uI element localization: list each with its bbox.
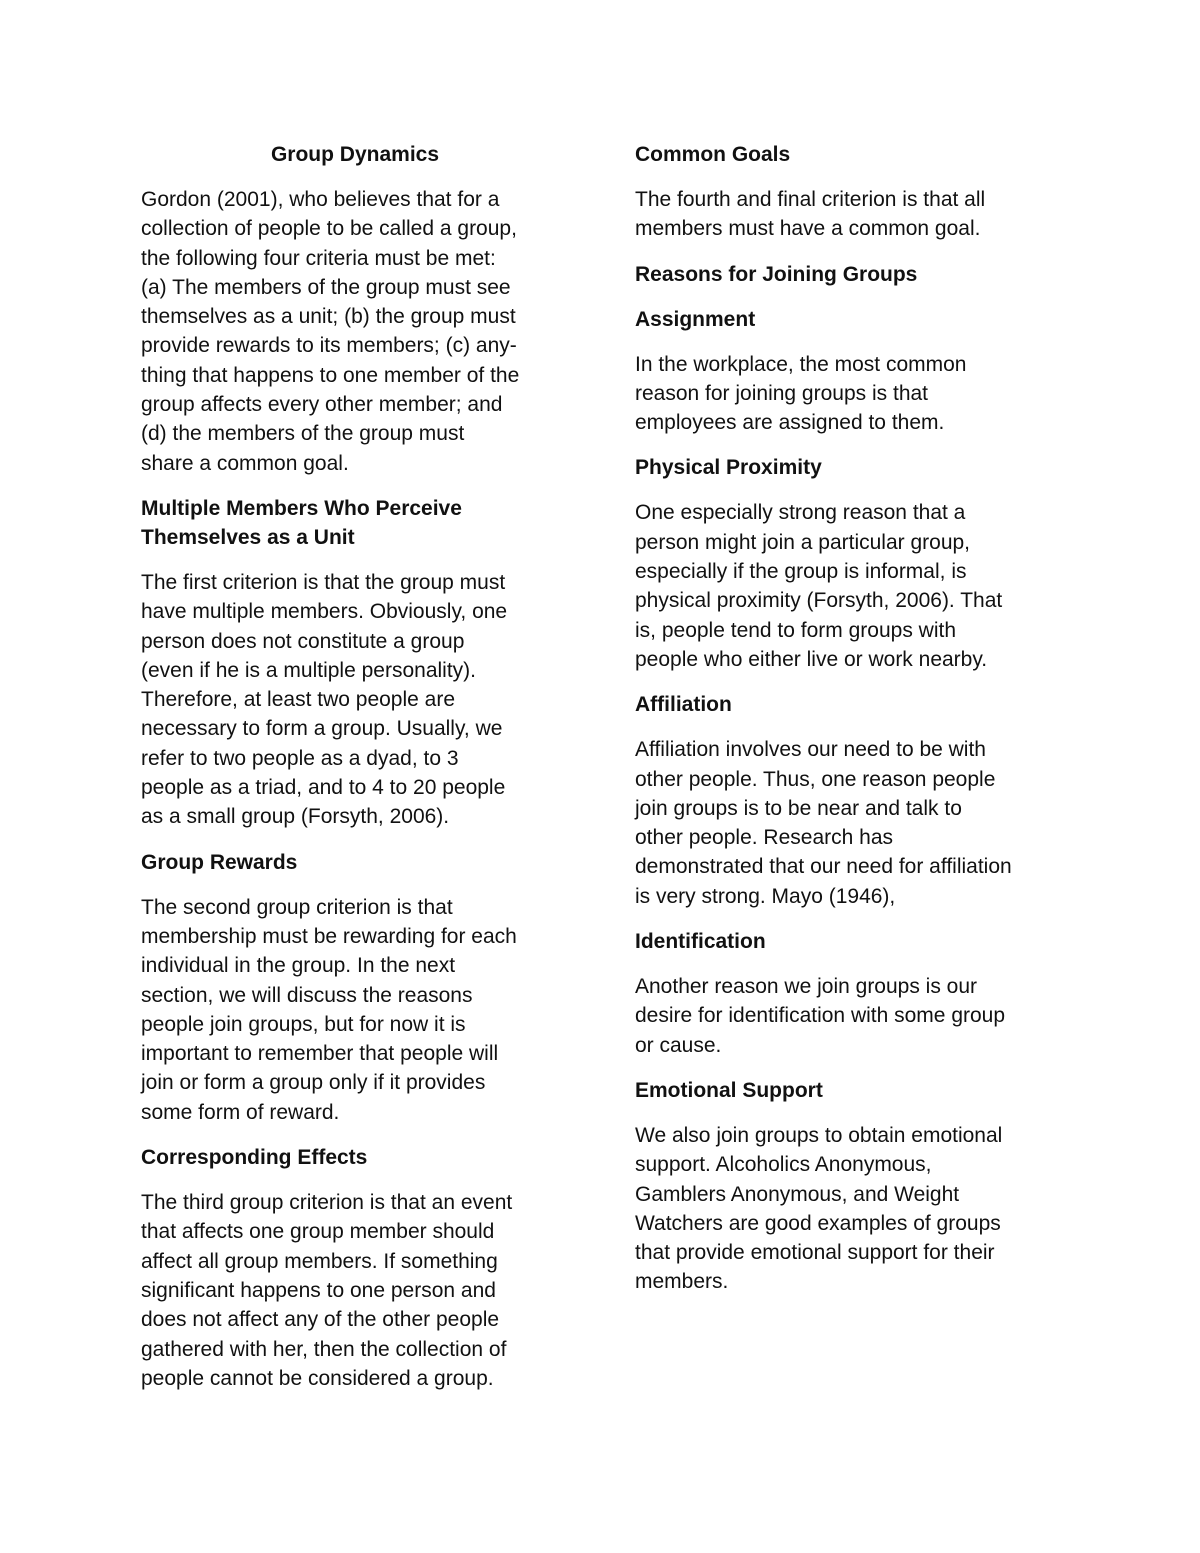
text-line: person might join a particular group,	[635, 530, 971, 554]
left-column	[141, 140, 569, 1409]
text-line: The fourth and final criterion is that all	[635, 188, 986, 211]
text-line: join groups is to be near and talk to	[635, 796, 962, 820]
text-line: the following four criteria must be met:	[141, 246, 496, 270]
text-line: does not affect any of the other people	[141, 1308, 500, 1332]
text-line: refer to two people as a dyad, to 3	[141, 746, 459, 770]
section-heading-common-goals	[635, 140, 1065, 169]
text-line: employees are assigned to them.	[635, 411, 945, 435]
text-line: that provide emotional support for their	[635, 1241, 995, 1265]
section-heading-corresponding-effects	[141, 1143, 569, 1172]
text-line: Another reason we join groups is our	[635, 975, 978, 999]
text-line: members.	[635, 1270, 729, 1294]
text-line: Watchers are good examples of groups	[635, 1211, 1001, 1235]
text-line: person does not constitute a group	[141, 629, 465, 653]
text-line: join or form a group only if it provides	[141, 1071, 486, 1095]
section-paragraph-common-goals	[635, 185, 1065, 244]
right-column	[635, 140, 1065, 1313]
text-line: group affects every other member; and	[141, 393, 503, 417]
text-line: desire for identification with some group	[635, 1004, 1006, 1028]
text-line: people who either live or work nearby.	[635, 647, 988, 671]
text-line: provide rewards to its members; (c) any-	[141, 334, 517, 358]
section-paragraph-assignment	[635, 350, 1065, 438]
text-line: some form of reward.	[141, 1100, 340, 1124]
section-heading-multiple-members	[141, 494, 569, 552]
heading-line: Affiliation	[635, 693, 732, 717]
text-line: physical proximity (Forsyth, 2006). That	[635, 589, 1003, 613]
text-line: have multiple members. Obviously, one	[141, 600, 508, 624]
text-line: collection of people to be called a group,	[141, 217, 517, 241]
text-line: The first criterion is that the group must	[141, 570, 506, 594]
text-line: people cannot be considered a group.	[141, 1366, 494, 1390]
section-heading-affiliation	[635, 690, 1065, 719]
section-heading-emotional-support	[635, 1076, 1065, 1105]
text-line: individual in the group. In the next	[141, 954, 456, 978]
section-heading-reasons-for-joining	[635, 260, 1065, 289]
section-heading-identification	[635, 927, 1065, 956]
text-line: necessary to form a group. Usually, we	[141, 717, 503, 741]
text-line: Affiliation involves our need to be with	[635, 738, 986, 762]
section-paragraph-identification	[635, 972, 1065, 1060]
heading-line: Assignment	[635, 307, 756, 331]
text-line: The third group criterion is that an event	[141, 1191, 513, 1215]
text-line: The second group criterion is that	[141, 895, 453, 919]
text-line: share a common goal.	[141, 451, 349, 475]
text-line: (a) The members of the group must see	[141, 275, 511, 299]
text-line: members must have a common goal.	[635, 217, 981, 241]
text-line: important to remember that people will	[141, 1042, 499, 1066]
document-title: Group Dynamics	[270, 143, 440, 166]
text-line: demonstrated that our need for affiliation	[635, 855, 1012, 879]
text-line: In the workplace, the most common	[635, 352, 967, 376]
text-line: Gordon (2001), who believes that for a	[141, 188, 500, 211]
section-paragraph-emotional-support	[635, 1121, 1065, 1297]
section-paragraph-multiple-members	[141, 568, 569, 832]
intro-paragraph	[141, 185, 569, 478]
heading-line: Group Rewards	[141, 850, 298, 874]
text-line: themselves as a unit; (b) the group must	[141, 305, 516, 329]
text-line: or cause.	[635, 1033, 722, 1057]
text-line: is very strong. Mayo (1946),	[635, 884, 896, 908]
heading-line: Themselves as a Unit	[141, 525, 355, 549]
text-line: people as a triad, and to 4 to 20 people	[141, 776, 506, 800]
text-line: support. Alcoholics Anonymous,	[635, 1153, 932, 1177]
text-line: (even if he is a multiple personality).	[141, 658, 476, 682]
section-heading-assignment	[635, 305, 1065, 334]
text-line: One especially strong reason that a	[635, 501, 966, 525]
text-line: other people. Thus, one reason people	[635, 767, 996, 791]
section-paragraph-corresponding-effects	[141, 1188, 569, 1393]
heading-line: Physical Proximity	[635, 456, 822, 480]
section-paragraph-group-rewards	[141, 893, 569, 1127]
text-line: other people. Research has	[635, 826, 893, 850]
text-line: membership must be rewarding for each	[141, 924, 517, 948]
text-line: (d) the members of the group must	[141, 422, 465, 446]
heading-line: Reasons for Joining Groups	[635, 262, 918, 286]
text-line: is, people tend to form groups with	[635, 618, 957, 642]
text-line: gathered with her, then the collection of	[141, 1337, 507, 1361]
text-line: people join groups, but for now it is	[141, 1012, 466, 1036]
text-line: We also join groups to obtain emotional	[635, 1123, 1003, 1147]
heading-line: Corresponding Effects	[141, 1146, 368, 1170]
text-line: section, we will discuss the reasons	[141, 983, 473, 1007]
heading-line: Emotional Support	[635, 1078, 823, 1102]
text-line: Therefore, at least two people are	[141, 688, 456, 712]
text-line: affect all group members. If something	[141, 1249, 498, 1273]
text-line: significant happens to one person and	[141, 1278, 496, 1302]
section-paragraph-affiliation	[635, 735, 1065, 911]
text-line: Gamblers Anonymous, and Weight	[635, 1182, 960, 1206]
heading-line: Multiple Members Who Perceive	[141, 496, 462, 520]
text-line: especially if the group is informal, is	[635, 560, 967, 584]
text-line: that affects one group member should	[141, 1220, 495, 1244]
text-line: thing that happens to one member of the	[141, 363, 520, 387]
section-heading-group-rewards	[141, 848, 569, 877]
text-line: reason for joining groups is that	[635, 381, 929, 405]
section-heading-physical-proximity	[635, 453, 1065, 482]
section-paragraph-physical-proximity	[635, 498, 1065, 674]
text-line: as a small group (Forsyth, 2006).	[141, 805, 450, 829]
heading-line: Identification	[635, 930, 766, 954]
heading-line: Common Goals	[635, 143, 791, 166]
